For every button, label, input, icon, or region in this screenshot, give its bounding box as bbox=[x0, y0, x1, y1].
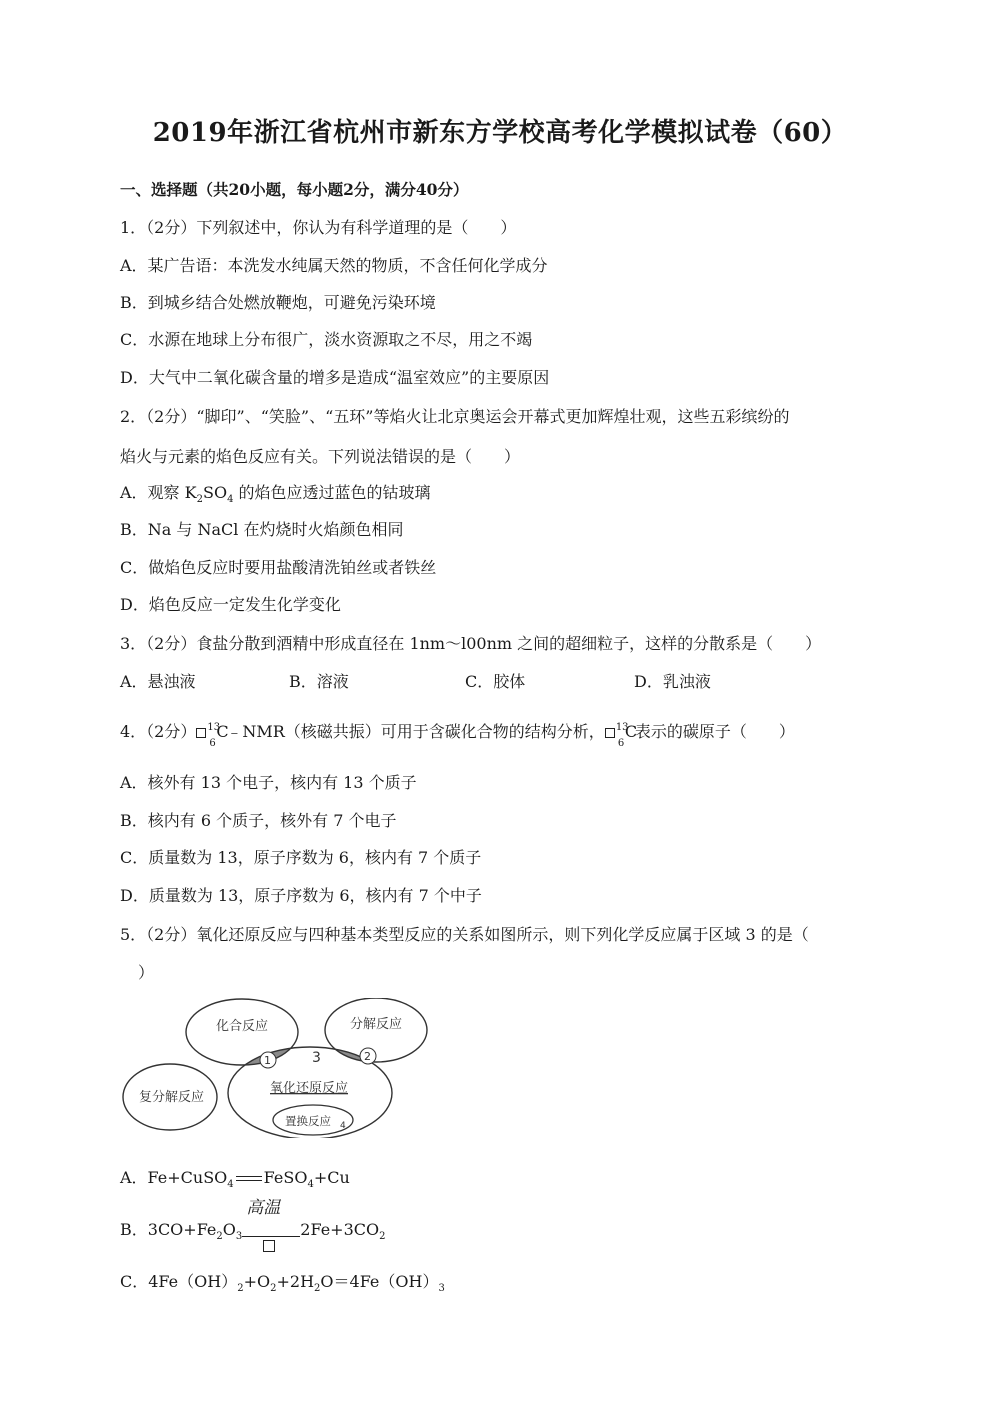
opt-c-mid2: +2H bbox=[276, 1272, 315, 1291]
question-3-option-c: C．胶体 bbox=[465, 672, 526, 691]
label-region-1: 1 bbox=[264, 1054, 271, 1067]
label-combination: 化合反应 bbox=[216, 1019, 269, 1034]
subscript: 2 bbox=[270, 1283, 277, 1295]
label-region-2: 2 bbox=[364, 1050, 371, 1063]
subscript: 4 bbox=[227, 494, 234, 506]
question-4-option-a: A．核外有 13 个电子，核内有 13 个质子 bbox=[120, 773, 417, 792]
label-region-3: 3 bbox=[312, 1050, 321, 1066]
section-header: 一、选择题（共20小题，每小题2分，满分40分） bbox=[120, 180, 469, 199]
subscript: 2 bbox=[379, 1231, 386, 1243]
opt-a-mid: SO bbox=[202, 483, 228, 502]
q4-number: 4．（2分） bbox=[120, 722, 197, 741]
question-3-option-b: B．溶液 bbox=[289, 672, 349, 691]
element-symbol: C bbox=[216, 722, 229, 741]
opt-b-products: 2Fe+3CO bbox=[300, 1220, 380, 1239]
question-1-option-d: D．大气中二氧化碳含量的增多是造成“温室效应”的主要原因 bbox=[120, 368, 550, 387]
label-displacement: 置换反应 bbox=[285, 1114, 331, 1128]
question-5-stem-line2: ） bbox=[138, 963, 155, 982]
label-region-4: 4 bbox=[340, 1121, 346, 1131]
opt-b-label: B．3CO+Fe bbox=[120, 1220, 217, 1239]
atomic-number: 6 bbox=[617, 738, 625, 749]
question-4-option-d: D．质量数为 13，原子序数为 6，核内有 7 个中子 bbox=[120, 886, 482, 905]
label-decomposition: 分解反应 bbox=[350, 1017, 403, 1032]
nuclide-c13 bbox=[196, 720, 229, 749]
opt-a-end: +Cu bbox=[313, 1168, 350, 1187]
subscript: 3 bbox=[438, 1283, 445, 1295]
question-2-stem-line2: 焰火与元素的焰色反应有关。下列说法错误的是（ ） bbox=[120, 447, 521, 466]
condition-high-temp: 高温 bbox=[246, 1198, 281, 1218]
opt-a-post: 的焰色应透过蓝色的钴玻璃 bbox=[233, 483, 431, 502]
question-1-option-a: A．某广告语：本洗发水纯属天然的物质，不含任何化学成分 bbox=[120, 256, 548, 275]
question-4-option-b: B．核内有 6 个质子，核外有 7 个电子 bbox=[120, 811, 397, 830]
question-4-option-c: C．质量数为 13，原子序数为 6，核内有 7 个质子 bbox=[120, 848, 482, 867]
question-3-option-a: A．悬浊液 bbox=[120, 672, 196, 691]
opt-b-o: O bbox=[222, 1220, 236, 1239]
nuclide-c13 bbox=[605, 720, 638, 749]
opt-a-pre: A．观察 K bbox=[120, 483, 197, 502]
opt-c-mid3: O＝4Fe（OH） bbox=[320, 1272, 439, 1291]
equals-sign bbox=[234, 1166, 264, 1190]
condition-line bbox=[242, 1236, 300, 1237]
atomic-number: 6 bbox=[209, 738, 216, 749]
question-5-option-c bbox=[120, 1270, 445, 1294]
element-symbol: C bbox=[624, 722, 638, 741]
placeholder-box bbox=[605, 728, 615, 738]
subscript: 2 bbox=[216, 1231, 223, 1243]
opt-a-label: A．Fe+CuSO bbox=[120, 1168, 228, 1187]
subscript: 3 bbox=[235, 1231, 243, 1243]
question-5-stem-line1: 5．（2分）氧化还原反应与四种基本类型反应的关系如图所示，则下列化学反应属于区域 3 的是（ bbox=[120, 925, 809, 944]
subscript: 2 bbox=[237, 1283, 244, 1295]
question-3-option-d: D．乳浊液 bbox=[634, 672, 711, 691]
placeholder-box bbox=[263, 1240, 275, 1252]
reaction-condition bbox=[242, 1198, 300, 1242]
label-redox: 氧化还原反应 bbox=[270, 1081, 349, 1096]
question-2-option-b: B．Na 与 NaCl 在灼烧时火焰颜色相同 bbox=[120, 520, 404, 539]
question-2-option-a bbox=[120, 481, 431, 505]
page-title: 2019年浙江省杭州市新东方学校高考化学模拟试卷（60） bbox=[152, 118, 848, 148]
question-5-option-a bbox=[120, 1166, 350, 1190]
question-4-stem bbox=[120, 720, 795, 749]
q4-text-mid: ﹣NMR（核磁共振）可用于含碳化合物的结构分析， bbox=[226, 722, 605, 741]
subscript: 2 bbox=[196, 494, 203, 506]
mass-number: 13 bbox=[207, 722, 221, 733]
opt-a-mid: FeSO bbox=[263, 1168, 308, 1187]
reaction-venn-diagram bbox=[118, 998, 448, 1138]
question-2-option-c: C．做焰色反应时要用盐酸清洗铂丝或者铁丝 bbox=[120, 558, 437, 577]
placeholder-box bbox=[196, 728, 206, 738]
subscript: 4 bbox=[307, 1179, 314, 1191]
question-1-option-c: C．水源在地球上分布很广，淡水资源取之不尽，用之不竭 bbox=[120, 330, 533, 349]
q4-text-end: 表示的碳原子（ ） bbox=[634, 722, 795, 741]
question-1-option-b: B．到城乡结合处燃放鞭炮，可避免污染环境 bbox=[120, 293, 436, 312]
subscript: 2 bbox=[314, 1283, 321, 1295]
opt-c-label: C．4Fe（OH） bbox=[120, 1272, 238, 1291]
question-2-stem-line1: 2．（2分）“脚印”、“笑脸”、“五环”等焰火让北京奥运会开幕式更加辉煌壮观，这些五彩缤纷的 bbox=[120, 407, 790, 426]
subscript: 4 bbox=[227, 1179, 234, 1191]
label-double-decomposition: 复分解反应 bbox=[139, 1090, 205, 1105]
opt-c-mid: +O bbox=[243, 1272, 271, 1291]
question-5-option-b bbox=[120, 1198, 386, 1243]
question-2-option-d: D．焰色反应一定发生化学变化 bbox=[120, 595, 341, 614]
question-1-stem: 1．（2分）下列叙述中，你认为有科学道理的是（ ） bbox=[120, 218, 517, 237]
mass-number: 13 bbox=[615, 722, 629, 733]
question-3-stem: 3．（2分）食盐分散到酒精中形成直径在 1nm～l00nm 之间的超细粒子，这样的分散系是（ ） bbox=[120, 634, 822, 653]
